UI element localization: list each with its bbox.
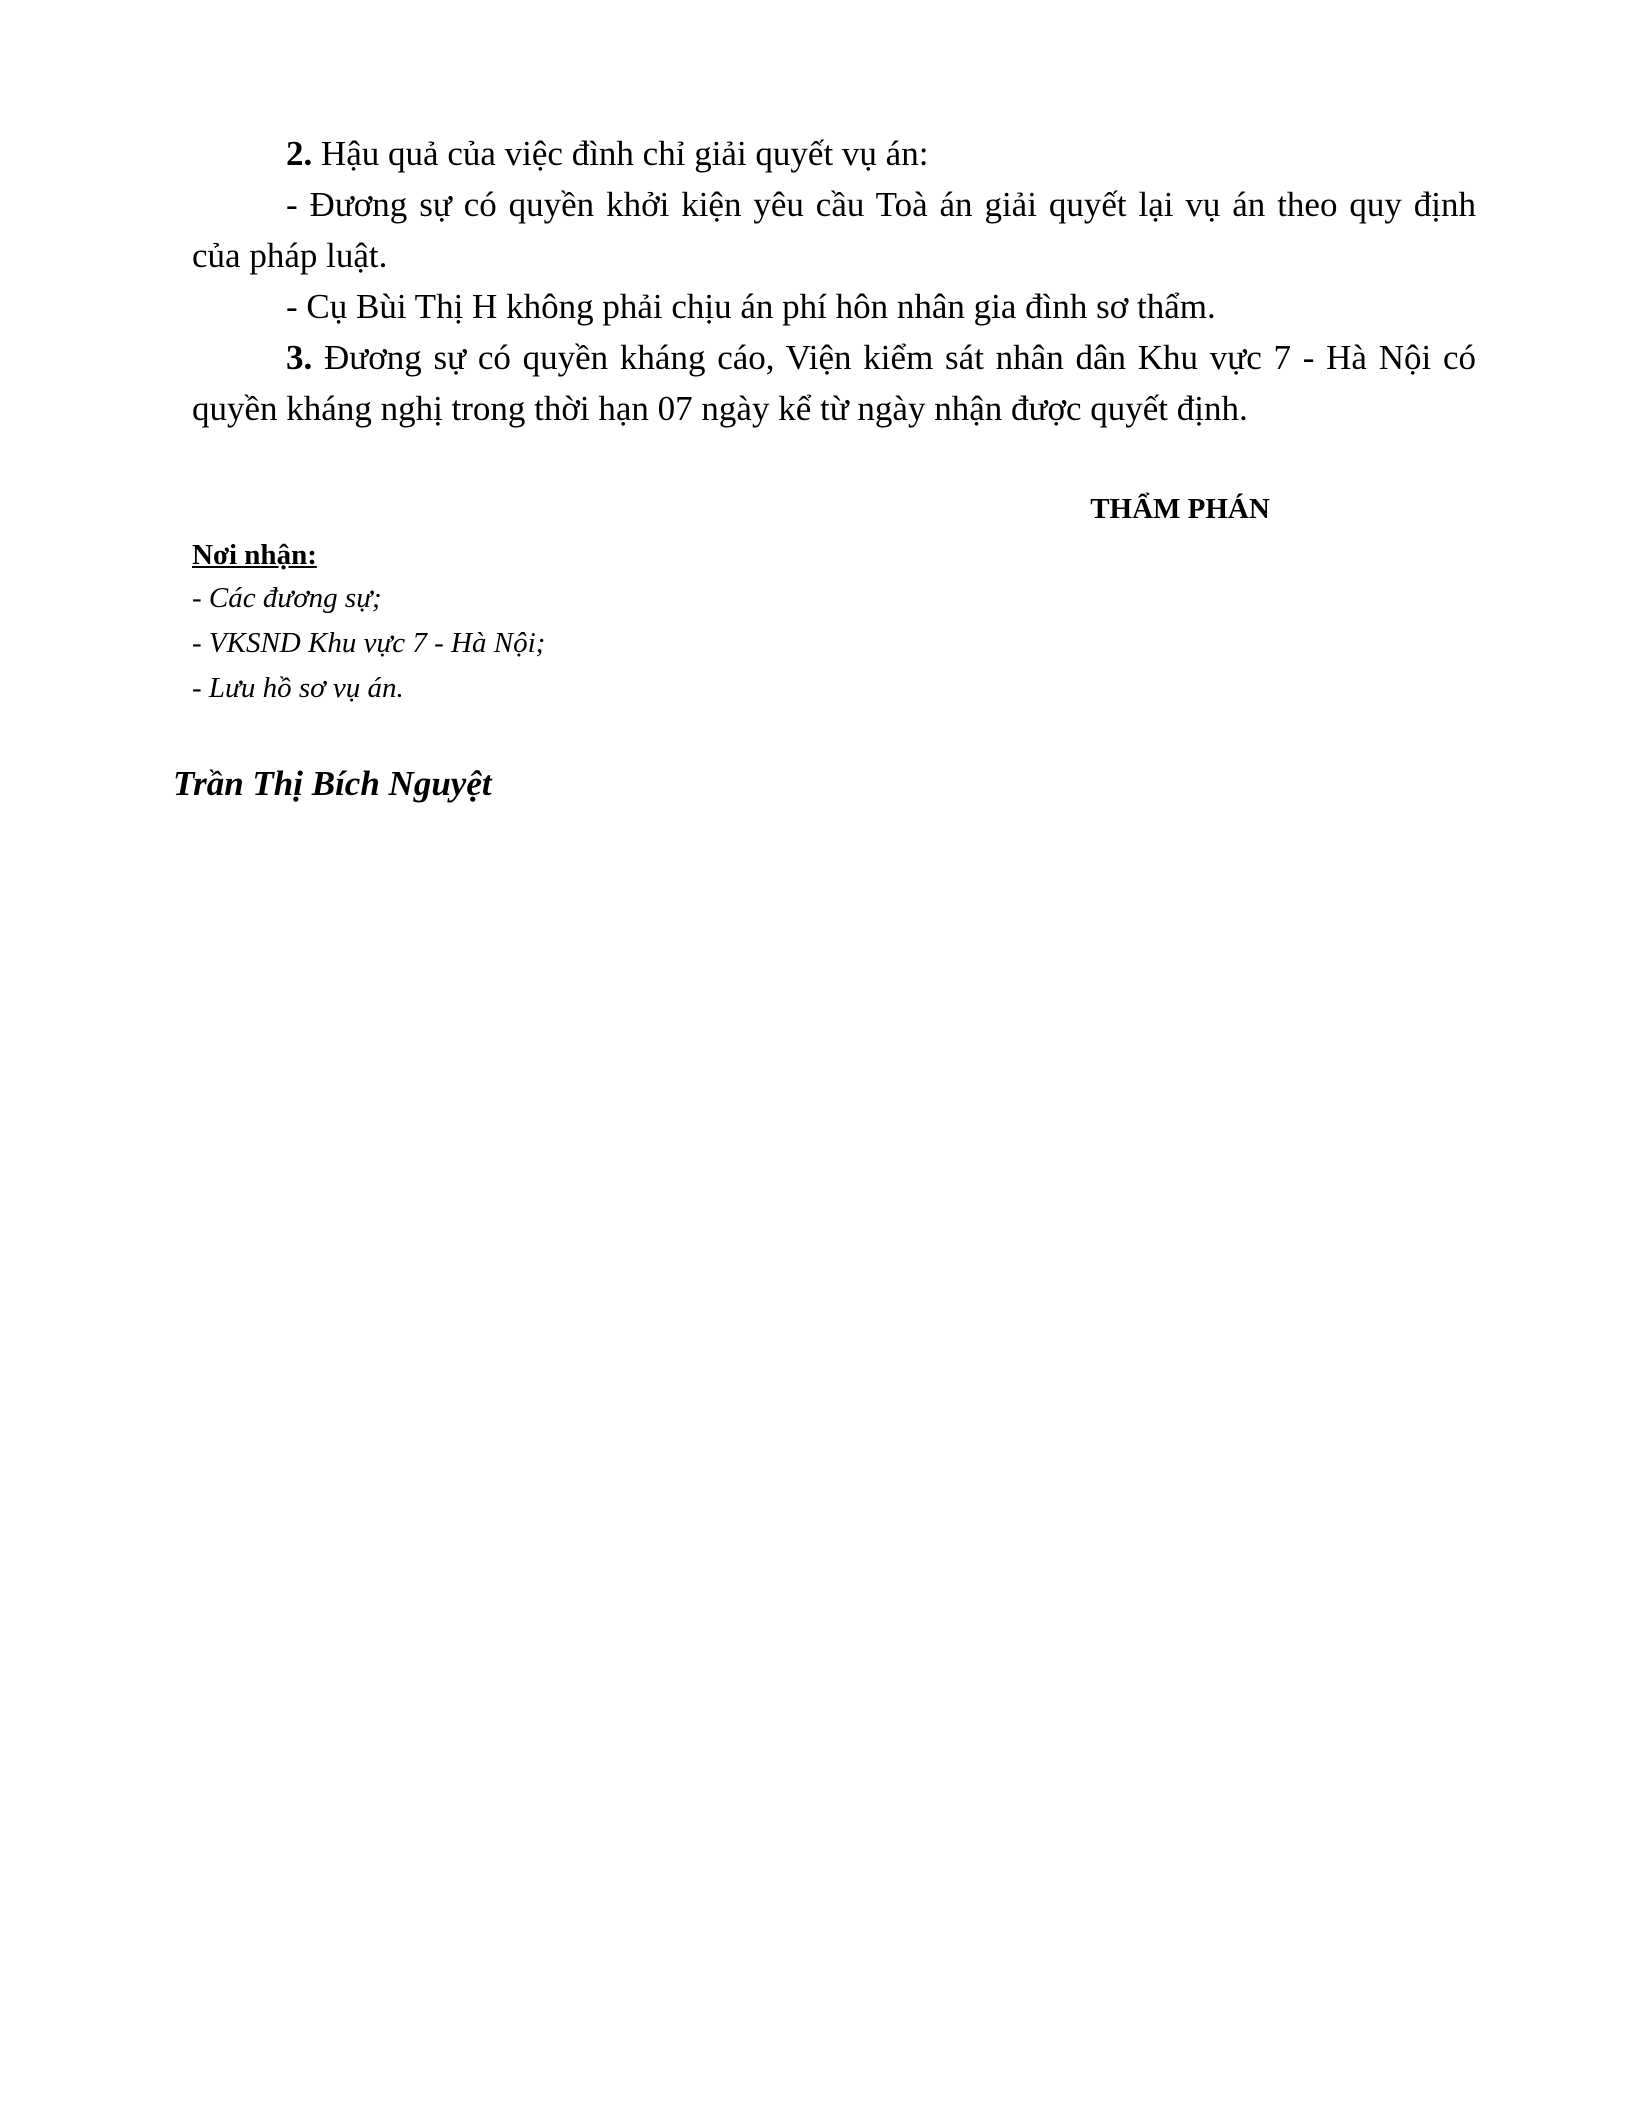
recipient-item: - Lưu hồ sơ vụ án.: [192, 672, 404, 704]
paragraph-number: 2.: [286, 134, 313, 173]
judge-title: THẨM PHÁN: [1090, 493, 1270, 525]
recipient-item: - VKSND Khu vực 7 - Hà Nội;: [192, 627, 546, 659]
paragraph-number: 3.: [286, 338, 313, 377]
recipients-label: Nơi nhận:: [192, 539, 317, 571]
paragraph-consequences: [192, 128, 1476, 179]
signer-name: Trần Thị Bích Nguyệt: [173, 764, 492, 803]
recipients-block: [192, 534, 792, 711]
decision-body: [192, 128, 1476, 434]
paragraph-text: Hậu quả của việc đình chỉ giải quyết vụ án:: [312, 134, 929, 173]
paragraph-text: - Cụ Bùi Thị H không phải chịu án phí hôn nhân gia đình sơ thẩm.: [286, 287, 1216, 326]
paragraph-appeal-rights: [192, 332, 1476, 434]
paragraph-court-fee: [192, 281, 1476, 332]
paragraph-text: Đương sự có quyền kháng cáo, Viện kiểm sát nhân dân Khu vực 7 - Hà Nội có quyền kháng nghị trong thời hạn 07 ngày kể từ ngày nhận được quyết định.: [192, 338, 1476, 428]
paragraph-right-to-sue: [192, 179, 1476, 281]
paragraph-text: - Đương sự có quyền khởi kiện yêu cầu Toà án giải quyết lại vụ án theo quy định của pháp luật.: [192, 185, 1476, 275]
recipient-item: - Các đương sự;: [192, 582, 382, 614]
recipients-list: [192, 576, 792, 711]
